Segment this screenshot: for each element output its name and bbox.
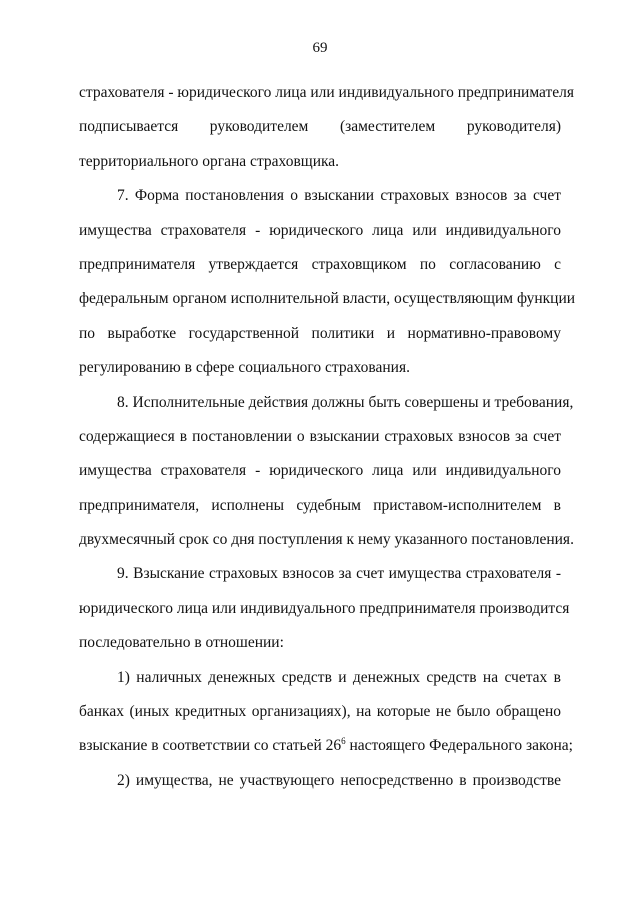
text-line: имущества страхователя - юридического лица или индивидуального [79, 462, 561, 480]
text-line: по выработке государственной политики и нормативно-правовому [79, 324, 561, 342]
text-line: предпринимателя, исполнены судебным приставом-исполнителем в [79, 496, 561, 514]
paragraph-9 [79, 557, 570, 660]
text-line: содержащиеся в постановлении о взыскании страховых взносов за счет [79, 427, 561, 445]
text-line: последовательно в отношении: [79, 634, 284, 652]
page-number: 69 [312, 40, 328, 56]
list-item-2 [79, 764, 561, 798]
paragraph-7 [79, 179, 576, 385]
text-fragment: взыскание в соответствии со статьей 26 [79, 737, 342, 755]
list-item-1 [79, 661, 573, 764]
text-fragment: настоящего Федерального закона; [345, 737, 573, 755]
text-line: юридического лица или индивидуального предпринимателя производится [79, 599, 570, 617]
text-line: имущества страхователя - юридического лица или индивидуального [79, 221, 561, 239]
text-line: подписывается руководителем (заместителем руководителя) [79, 118, 561, 136]
text-line: 2) имущества, не участвующего непосредственно в производстве [117, 771, 561, 789]
text-line: страхователя - юридического лица или индивидуального предпринимателя [79, 84, 575, 101]
text-line-with-superscript [79, 729, 573, 763]
text-line: двухмесячный срок со дня поступления к нему указанного постановления. [79, 531, 574, 549]
text-line: федеральным органом исполнительной власти, осуществляющим функции [79, 290, 576, 308]
document-body [79, 76, 576, 798]
text-line: предпринимателя утверждается страховщиком по согласованию с [79, 255, 561, 273]
text-line: 9. Взыскание страховых взносов за счет имущества страхователя - [117, 565, 561, 583]
text-line: территориального органа страховщика. [79, 152, 340, 170]
text-line: банках (иных кредитных организациях), на которые не было обращено [79, 703, 561, 721]
text-line: 7. Форма постановления о взыскании страховых взносов за счет [117, 187, 561, 205]
paragraph-8 [79, 386, 574, 558]
text-line: 1) наличных денежных средств и денежных средств на счетах в [117, 668, 561, 686]
text-line: регулированию в сфере социального страхования. [79, 359, 410, 377]
superscript: 6 [341, 736, 346, 747]
text-line: 8. Исполнительные действия должны быть совершены и требования, [117, 393, 574, 411]
paragraph-continuation [79, 76, 575, 179]
